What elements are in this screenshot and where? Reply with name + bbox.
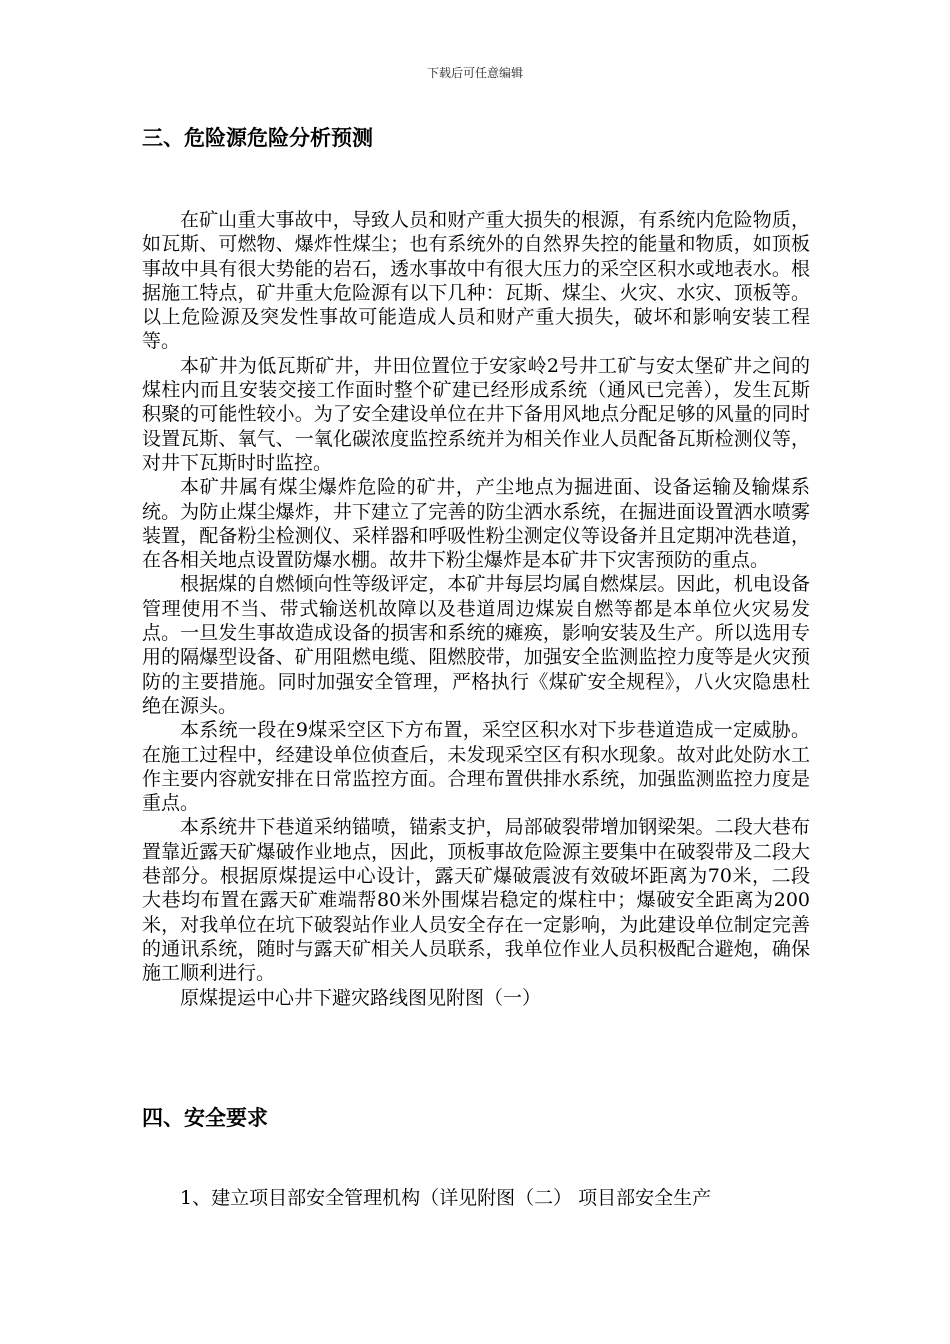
header-note: 下载后可任意编辑 bbox=[426, 66, 523, 80]
paragraph-hazard-sources: 在矿山重大事故中，导致人员和财产重大损失的根源，有系统内危险物质，如瓦斯、可燃物、爆炸性煤尘；也有系统外的自然界失控的能量和物质，如顶板事故中具有很大势能的岩石，透水事故中有很大压力的采空区积水或地表水。根据施工特点，矿井重大危险源有以下几种：瓦斯、煤尘、火灾、水灾、顶板等。以上危险源及突发性事故可能造成人员和财产重大损失，破坏和影响安装工程等。 bbox=[142, 209, 810, 353]
section-title-4: 四、安全要求 bbox=[142, 1106, 268, 1130]
paragraph-roof: 本系统井下巷道采纳锚喷，锚索支护，局部破裂带增加钢梁架。二段大巷布置靠近露天矿爆破作业地点，因此，顶板事故危险源主要集中在破裂带及二段大巷部分。根据原煤提运中心设计，露天矿爆破震波有效破坏距离为70米，二段大巷均布置在露天矿难端帮80米外围煤岩稳定的煤柱中；爆破安全距离为200米，对我单位在坑下破裂站作业人员安全存在一定影响，为此建设单位制定完善的通讯系统，随时与露天矿相关人员联系，我单位作业人员积极配合避炮，确保施工顺利进行。 bbox=[142, 816, 810, 985]
paragraph-safety-organization: 1、建立项目部安全管理机构（详见附图（二） 项目部安全生产 bbox=[180, 1187, 712, 1209]
paragraph-gas: 本矿井为低瓦斯矿井，井田位置位于安家岭2号井工矿与安太堡矿井之间的煤柱内而且安装交接工作面时整个矿建已经形成系统（通风已完善），发生瓦斯积聚的可能性较小。为了安全建设单位在井下备用风地点分配足够的风量的同时设置瓦斯、氧气、一氧化碳浓度监控系统并为相关作业人员配备瓦斯检测仪等，对井下瓦斯时时监控。 bbox=[142, 354, 810, 474]
section-3-body bbox=[142, 208, 810, 1010]
section-4-body bbox=[142, 1186, 810, 1210]
paragraph-escape-route: 原煤提运中心井下避灾路线图见附图（一） bbox=[180, 986, 542, 1009]
paragraph-fire: 根据煤的自燃倾向性等级评定，本矿井每层均属自燃煤层。因此，机电设备管理使用不当、带式输送机故障以及巷道周边煤炭自燃等都是本单位火灾易发点。一旦发生事故造成设备的损害和系统的瘫痪，影响安装及生产。所以选用专用的隔爆型设备、矿用阻燃电缆、阻燃胶带，加强安全监测监控力度等是火灾预防的主要措施。同时加强安全管理，严格执行《煤矿安全规程》，八火灾隐患杜绝在源头。 bbox=[142, 573, 810, 717]
section-title-3: 三、危险源危险分析预测 bbox=[142, 126, 373, 150]
paragraph-coal-dust: 本矿井属有煤尘爆炸危险的矿井，产尘地点为掘进面、设备运输及输煤系统。为防止煤尘爆炸，井下建立了完善的防尘洒水系统，在掘进面设置洒水喷雾装置，配备粉尘检测仪、采样器和呼吸性粉尘测定仪等设备并且定期冲洗巷道，在各相关地点设置防爆水棚。故井下粉尘爆炸是本矿井下灾害预防的重点。 bbox=[142, 476, 810, 572]
paragraph-water: 本系统一段在9煤采空区下方布置，采空区积水对下步巷道造成一定威胁。在施工过程中，经建设单位侦查后，未发现采空区有积水现象。故对此处防水工作主要内容就安排在日常监控方面。合理布置供排水系统，加强监测监控力度是重点。 bbox=[142, 719, 810, 815]
